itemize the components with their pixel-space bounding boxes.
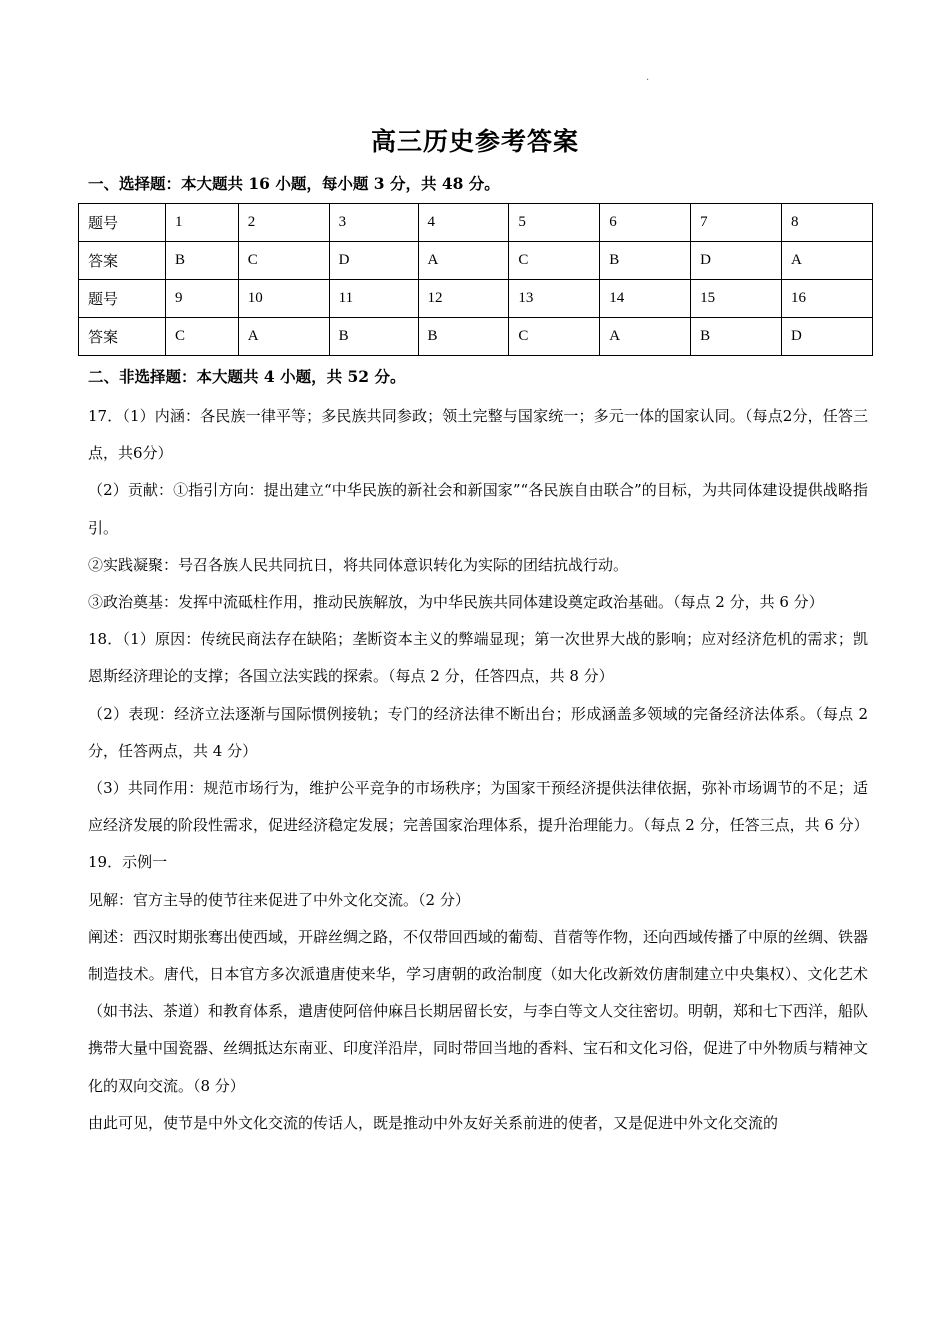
table-row [79,242,873,280]
top-mark: . [646,72,650,83]
table-cell: D [329,242,418,280]
q17-point2: ②实践凝聚：号召各族人民共同抗日，将共同体意识转化为实际的团结抗战行动。 [88,555,629,574]
table-cell: A [418,242,509,280]
table-cell: C [166,318,239,356]
table-cell: 3 [329,204,418,242]
q19-elaboration: 阐述：西汉时期张骞出使西域，开辟丝绸之路，不仅带回西域的葡萄、苜蓿等作物，还向西域传播了中原的丝绸、铁器制造技术。唐代，日本官方多次派遣唐使来华，学习唐朝的政治制度（如大化改新效仿唐制建立中央集权）、文化艺术（如书法、茶道）和教育体系，遣唐使阿倍仲麻吕长期居留长安，与李白等文人交往密切。明朝，郑和七下西洋，船队携带大量中国瓷器、丝绸抵达东南亚、印度洋沿岸，同时带回当地的香料、宝石和文化习俗，促进了中外物质与精神文化的双向交流。（8 分） [88,927,869,1095]
table-cell: 8 [782,204,873,242]
q18-part3: （3）共同作用：规范市场行为，维护公平竞争的市场秩序；为国家干预经济提供法律依据，弥补市场调节的不足；适应经济发展的阶段性需求，促进经济稳定发展；完善国家治理体系，提升治理能力。（每点 2 分，任答三点，共 6 分） [88,779,869,835]
table-cell: 9 [166,280,239,318]
table-cell: D [691,242,782,280]
table-cell: B [600,242,691,280]
table-cell: 11 [329,280,418,318]
table-cell: 2 [238,204,329,242]
table-cell: C [238,242,329,280]
section1-heading: 一、选择题：本大题共 16 小题，每小题 3 分，共 48 分。 [88,174,500,193]
q17-point3: ③政治奠基：发挥中流砥柱作用，推动民族解放，为中华民族共同体建设奠定政治基础。（每点 2 分，共 6 分） [88,593,824,612]
table-row [79,204,873,242]
table-cell: C [509,242,600,280]
table-cell: 7 [691,204,782,242]
answer-table [78,203,873,356]
q19-conclusion: 由此可见，使节是中外文化交流的传话人，既是推动中外友好关系前进的使者，又是促进中外文化交流的 [88,1113,779,1132]
table-cell: 15 [691,280,782,318]
section2-heading: 二、非选择题：本大题共 4 小题，共 52 分。 [88,367,406,386]
table-cell: A [238,318,329,356]
row-label: 答案 [79,318,166,356]
table-cell: 5 [509,204,600,242]
table-cell: 12 [418,280,509,318]
q19-example-title: 19．示例一 [88,853,168,872]
q18-part2: （2）表现：经济立法逐渐与国际惯例接轨；专门的经济法律不断出台；形成涵盖多领域的完备经济法体系。（每点 2 分，任答两点，共 4 分） [88,704,868,760]
table-cell: 6 [600,204,691,242]
table-cell: 16 [782,280,873,318]
table-cell: 14 [600,280,691,318]
table-cell: 13 [509,280,600,318]
table-cell: B [329,318,418,356]
q17-part2: （2）贡献：①指引方向：提出建立“中华民族的新社会和新国家”“各民族自由联合”的目标，为共同体建设提供战略指引。 [88,481,868,537]
table-cell: 4 [418,204,509,242]
page-title: 高三历史参考答案 [370,127,579,156]
table-cell: A [782,242,873,280]
table-cell: A [600,318,691,356]
q18-part1: 18．（1）原因：传统民商法存在缺陷；垄断资本主义的弊端显现；第一次世界大战的影响；应对经济危机的需求；凯恩斯经济理论的支撑；各国立法实践的探索。（每点 2 分，任答四点，共 8 分） [88,630,868,686]
table-cell: D [782,318,873,356]
row-label: 题号 [79,204,166,242]
table-row [79,280,873,318]
table-cell: B [166,242,239,280]
row-label: 答案 [79,242,166,280]
table-cell: 1 [166,204,239,242]
q17-part1: 17．（1）内涵：各民族一律平等；多民族共同参政；领土完整与国家统一；多元一体的国家认同。（每点2分，任答三点，共6分） [88,407,868,463]
table-cell: B [418,318,509,356]
table-row [79,318,873,356]
table-cell: B [691,318,782,356]
row-label: 题号 [79,280,166,318]
q19-viewpoint: 见解：官方主导的使节往来促进了中外文化交流。（2 分） [88,890,470,909]
table-cell: C [509,318,600,356]
table-cell: 10 [238,280,329,318]
answer-body [88,398,868,1142]
